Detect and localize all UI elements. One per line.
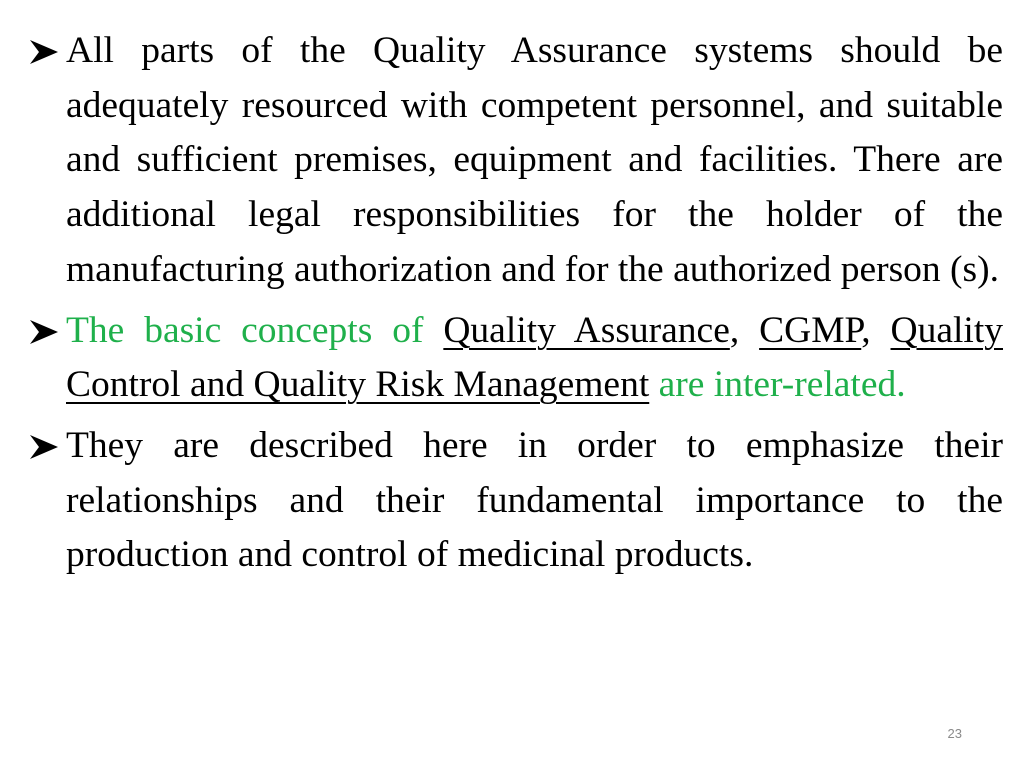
arrow-bullet-icon [28, 318, 60, 346]
bullet-text-2-intro: The basic concepts of [66, 309, 444, 351]
bullet-item-2 [28, 304, 1003, 413]
bullet-item-1 [28, 24, 1003, 298]
slide-content [28, 24, 1003, 589]
separator: , [861, 309, 891, 351]
link-quality-control-risk-management[interactable]: Quality Control and Quality Risk Management [66, 309, 1003, 406]
link-quality-assurance[interactable]: Quality Assurance [443, 309, 730, 351]
bullet-text-3: They are described here in order to emphasize their relationships and their fundamental importance to the production and control of medicinal products. [66, 424, 1003, 576]
bullet-text-2-outro: are inter-related. [649, 364, 906, 406]
separator: , [729, 309, 760, 351]
bullet-text-1: All parts of the Quality Assurance systems should be adequately resourced with competent personnel, and suitable and sufficient premises, equipment and facilities. There are additional legal responsibilities for the holder of the manufacturing authorization and for the authorized person (s). [66, 30, 1003, 290]
arrow-bullet-icon [28, 38, 60, 66]
bullet-item-3 [28, 419, 1003, 583]
arrow-bullet-icon [28, 433, 60, 461]
link-cgmp[interactable]: CGMP [759, 309, 862, 351]
page-number: 23 [947, 726, 962, 741]
